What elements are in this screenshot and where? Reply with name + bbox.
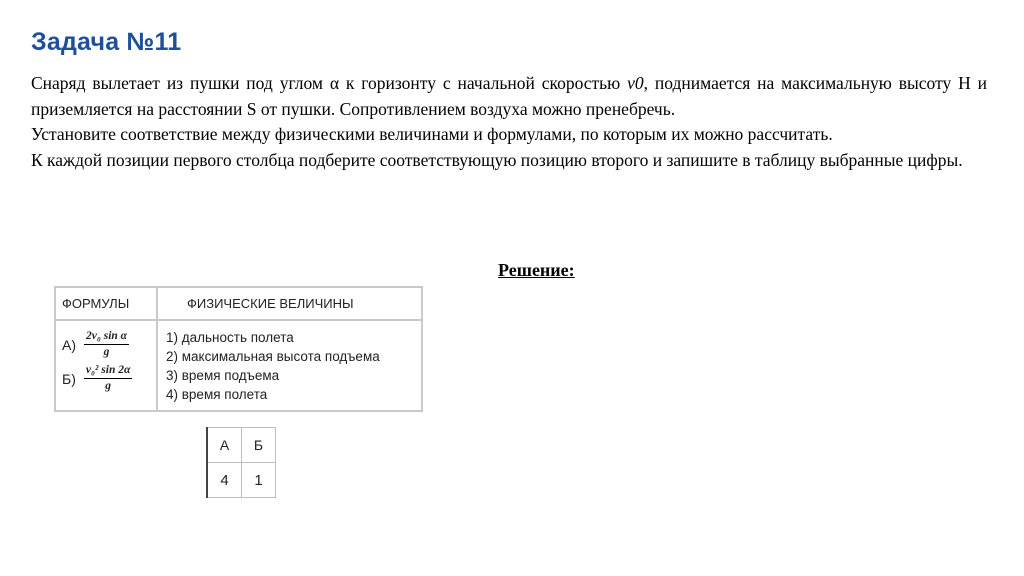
fraction xyxy=(84,364,133,393)
problem-paragraph-2: Установите соответствие между физическими величинами и формулами, по которым их можно рассчитать. xyxy=(31,124,833,144)
answer-table xyxy=(206,427,276,498)
formula-b xyxy=(62,364,132,393)
answer-value-row xyxy=(207,463,276,498)
problem-paragraph-3: К каждой позиции первого столбца подберите соответствующую позицию второго и запишите в таблицу выбранные цифры. xyxy=(31,149,963,170)
quantities-list xyxy=(166,328,380,404)
initial-velocity-symbol: v0 xyxy=(627,73,644,93)
matching-table xyxy=(54,286,423,412)
fraction-denominator: g xyxy=(103,346,110,358)
header-quantities: ФИЗИЧЕСКИЕ ВЕЛИЧИНЫ xyxy=(187,296,354,311)
header-formulas: ФОРМУЛЫ xyxy=(62,296,130,311)
answer-header-a: А xyxy=(207,428,242,463)
answer-header-b: Б xyxy=(242,428,276,463)
fraction-numerator: 2v₀ sin α xyxy=(84,330,129,345)
list-item: 4) время полета xyxy=(166,387,268,402)
matching-table-header xyxy=(56,288,421,321)
answer-header-row xyxy=(207,428,276,463)
solution-heading: Решение: xyxy=(498,260,575,280)
answer-value-b: 1 xyxy=(242,463,276,498)
list-item: 2) максимальная высота подъема xyxy=(166,349,380,364)
list-item: 1) дальность полета xyxy=(166,330,294,345)
column-divider xyxy=(156,288,158,410)
formula-label: Б) xyxy=(62,370,76,387)
fraction xyxy=(84,330,129,359)
problem-text xyxy=(31,71,987,173)
fraction-denominator: g xyxy=(105,380,111,392)
problem-paragraph-1: Снаряд вылетает из пушки под углом α к горизонту с начальной скоростью v0, поднимается на максимальную высоту H и приземляется на расстоянии S от пушки. Сопротивлением воздуха можно пренебречь. xyxy=(31,73,987,119)
task-title: Задача №11 xyxy=(31,28,182,56)
list-item: 3) время подъема xyxy=(166,368,280,383)
formula-label: А) xyxy=(62,336,76,353)
formula-a xyxy=(62,330,129,359)
fraction-numerator: v₀² sin 2α xyxy=(84,364,133,379)
answer-value-a: 4 xyxy=(207,463,242,498)
